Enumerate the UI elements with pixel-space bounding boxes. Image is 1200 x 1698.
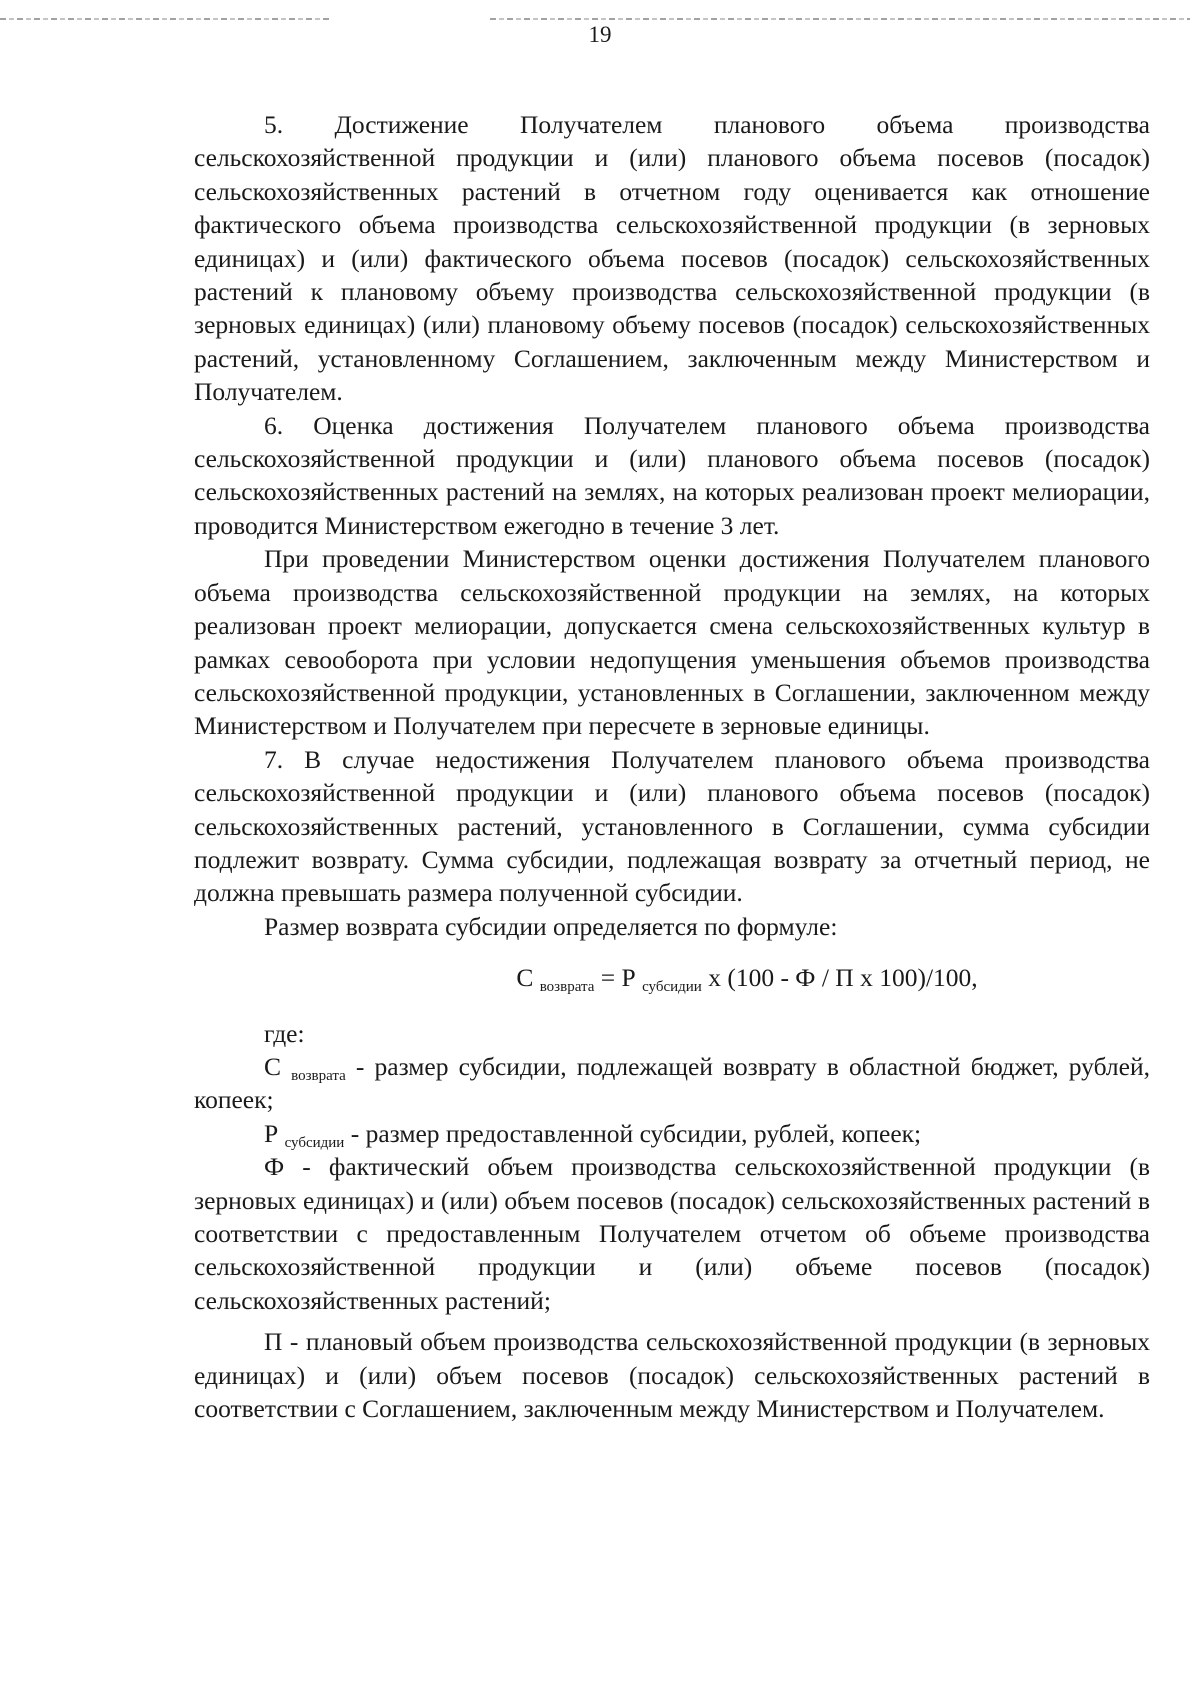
definition-c [194,1050,1150,1117]
definition-c-letter: С [264,1051,282,1081]
formula-c: С [516,963,534,993]
formula-intro: Размер возврата субсидии определяется по формуле: [264,911,838,941]
definition-pi: П - плановый объем производства сельскохозяйственной продукции (в зерновых единицах) и (или) объем посевов (посадок) сельскохозяйственных растений в соответствии с Соглашением, заключенным между Министерством и Получателем. [194,1327,1150,1424]
definition-p-text: - размер предоставленной субсидии, рублей, копеек; [344,1118,922,1148]
scan-artifact-left [0,18,330,20]
definition-c-subscript: возврата [291,1067,346,1084]
formula-rest: х (100 - Ф / П х 100)/100, [708,963,978,993]
paragraph-5: 5. Достижение Получателем планового объема производства сельскохозяйственной продукции и (или) планового объема посевов (посадок) сельскохозяйственных растений в отчетном году оценивается как отношение фактического объема производства сельскохозяйственной продукции (в зерновых единицах) и (или) фактического объема посевов (посадок) сельскохозяйственных растений к плановому объему производства сельскохозяйственной продукции (в зерновых единицах) (или) плановому объему посевов (посадок) сельскохозяйственных растений, установленному Соглашением, заключенным между Министерством и Получателем. [194,110,1150,407]
formula-p-subscript: субсидии [642,979,702,996]
paragraph-7: 7. В случае недостижения Получателем планового объема производства сельскохозяйственной продукции и (или) планового объема посевов (посадок) сельскохозяйственных растений, установленного в Соглашении, сумма субсидии подлежит возврату. Сумма субсидии, подлежащая возврату за отчетный период, не должна превышать размера полученной субсидии. [194,744,1150,908]
where-label: где: [264,1018,305,1048]
definition-p-subscript: субсидии [284,1134,345,1151]
definition-p-letter: Р [264,1118,279,1148]
paragraph-6: 6. Оценка достижения Получателем планового объема производства сельскохозяйственной продукции и (или) планового объема посевов (посадок) сельскохозяйственных растений на землях, на которых реализован проект мелиорации, проводится Министерством ежегодно в течение 3 лет. [194,410,1150,540]
formula-equals-p: = Р [600,963,636,993]
refund-formula [194,961,1150,994]
definition-p [194,1117,1150,1150]
scan-artifact-right [490,18,1190,20]
formula-c-subscript: возврата [539,979,595,996]
paragraph-6-continuation: При проведении Министерством оценки достижения Получателем планового объема производства сельскохозяйственной продукции на землях, на которых реализован проект мелиорации, допускается смена сельскохозяйственных культур в рамках севооборота при условии недопущения уменьшения объемов производства сельскохозяйственной продукции, установленных в Соглашении, заключенном между Министерством и Получателем при пересчете в зерновые единицы. [194,544,1150,741]
document-body [194,108,1150,1425]
page-number: 19 [588,22,612,47]
definition-c-text: - размер субсидии, подлежащей возврату в областной бюджет, рублей, копеек; [194,1051,1151,1115]
definition-f: Ф - фактический объем производства сельскохозяйственной продукции (в зерновых единицах) и (или) объем посевов (посадок) сельскохозяйственных растений в соответствии с предоставленным Получателем отчетом об объеме производства сельскохозяйственной продукции и (или) объеме посевов (посадок) сельскохозяйственных растений; [194,1152,1150,1315]
